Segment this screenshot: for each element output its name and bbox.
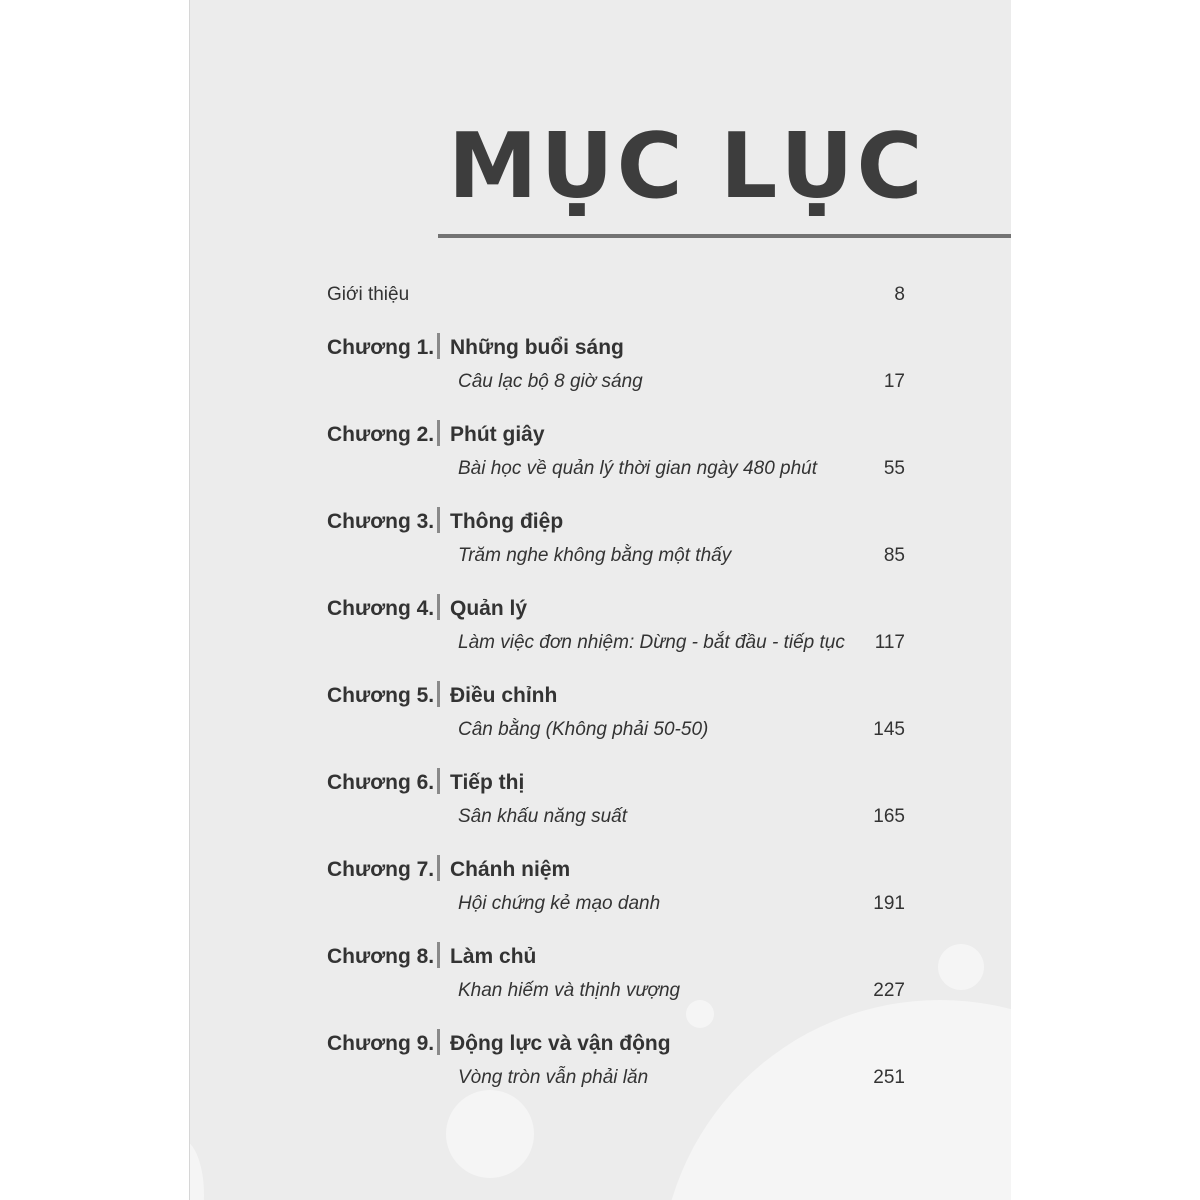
chapter-page-number: 145 [873,719,905,740]
chapter-page-number: 17 [883,371,905,392]
chapter-title: Tiếp thị [450,771,525,794]
intro-page-number: 8 [894,284,905,305]
toc-chapter-entry [327,420,905,500]
chapter-heading [327,507,563,535]
chapter-title: Quản lý [450,597,528,620]
chapter-number: Chương 7. [327,858,435,881]
chapter-subtitle: Khan hiếm và thịnh vượng [458,980,681,1001]
decorative-circle [189,1140,204,1200]
chapter-title: Động lực và vận động [450,1032,671,1055]
chapter-title: Phút giây [450,423,545,446]
chapter-subtitle: Câu lạc bộ 8 giờ sáng [458,371,643,392]
chapter-number: Chương 9. [327,1032,435,1055]
toc-chapter-entry [327,594,905,674]
chapter-page-number: 165 [873,806,905,827]
chapter-heading [327,855,570,883]
chapter-title: Những buổi sáng [450,336,624,359]
chapter-subtitle: Sân khấu năng suất [458,806,628,827]
chapter-page-number: 251 [873,1067,905,1088]
chapter-heading [327,1029,671,1057]
toc-chapter-entry [327,681,905,761]
toc-chapter-entry [327,768,905,848]
chapter-subtitle: Bài học về quản lý thời gian ngày 480 phút [458,458,818,479]
chapter-heading [327,594,527,622]
title-underline [438,234,1011,238]
chapter-heading [327,681,557,709]
chapter-divider [437,1029,440,1055]
chapter-page-number: 55 [883,458,905,479]
toc-chapter-entry [327,1029,905,1109]
chapter-number: Chương 4. [327,597,435,620]
chapter-divider [437,681,440,707]
chapter-number: Chương 8. [327,945,435,968]
chapter-page-number: 85 [883,545,905,566]
chapter-heading [327,768,524,796]
chapter-title: Điều chỉnh [450,684,558,707]
toc-chapter-entry [327,855,905,935]
chapter-heading [327,420,545,448]
book-page [189,0,1011,1200]
chapter-heading [327,333,624,361]
chapter-divider [437,768,440,794]
chapter-subtitle: Vòng tròn vẫn phải lăn [458,1067,649,1088]
chapter-divider [437,333,440,359]
chapter-heading [327,942,536,970]
chapter-divider [437,507,440,533]
chapter-number: Chương 2. [327,423,435,446]
toc-chapter-entry [327,333,905,413]
chapter-subtitle: Làm việc đơn nhiệm: Dừng - bắt đầu - tiếp tục [458,632,845,653]
chapter-subtitle: Cân bằng (Không phải 50-50) [458,719,709,740]
chapter-page-number: 191 [873,893,905,914]
chapter-subtitle: Hội chứng kẻ mạo danh [458,893,661,914]
chapter-page-number: 117 [874,632,905,653]
intro-label: Giới thiệu [327,284,410,305]
chapter-divider [437,942,440,968]
chapter-page-number: 227 [873,980,905,1001]
page-title: MỤC LỤC [448,114,926,219]
chapter-number: Chương 5. [327,684,435,707]
toc-chapter-entry [327,507,905,587]
decorative-circle [938,944,984,990]
chapter-divider [437,594,440,620]
chapter-divider [437,855,440,881]
toc-chapter-entry [327,942,905,1022]
chapter-number: Chương 3. [327,510,435,533]
chapter-title: Thông điệp [450,510,564,533]
chapter-number: Chương 6. [327,771,435,794]
chapter-divider [437,420,440,446]
chapter-title: Làm chủ [450,945,537,968]
chapter-title: Chánh niệm [450,858,571,881]
chapter-subtitle: Trăm nghe không bằng một thấy [458,545,732,566]
chapter-number: Chương 1. [327,336,435,359]
